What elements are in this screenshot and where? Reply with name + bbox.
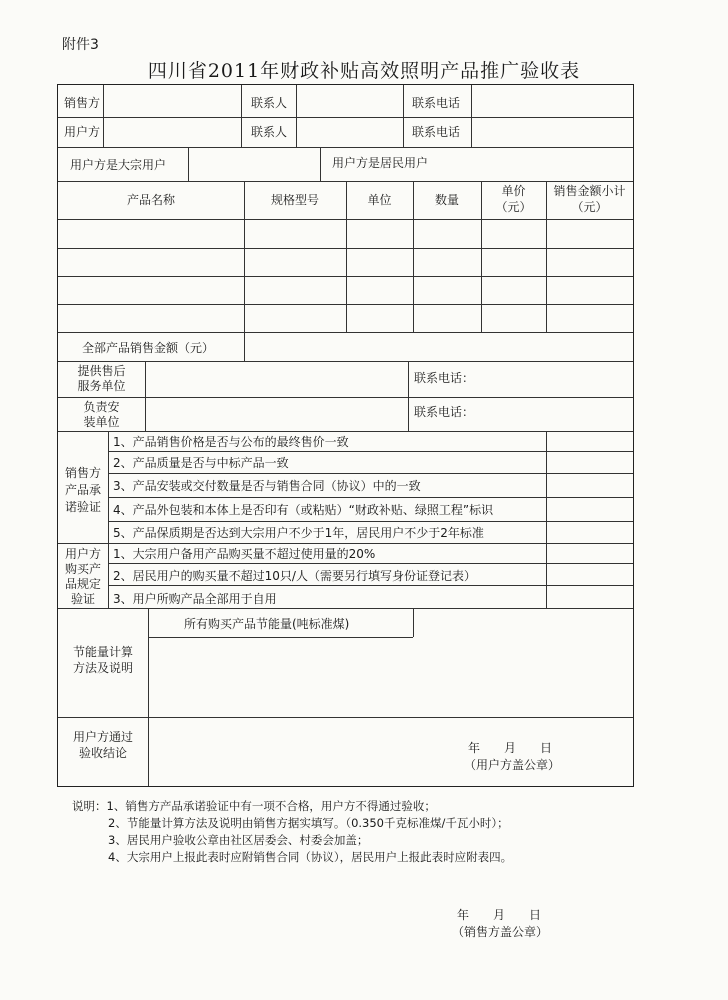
note-line: 3、居民用户验收公章由社区居委会、村委会加盖； [108, 833, 369, 847]
acceptance-form-table [57, 84, 634, 787]
form-title: 四川省2011年财政补贴高效照明产品推广验收表 [147, 60, 581, 82]
header-unit: 单位 [367, 193, 392, 207]
seller-verify-label-2: 产品承 [64, 483, 101, 497]
note-line: 说明：1、销售方产品承诺验证中有一项不合格，用户方不得通过验收； [72, 799, 436, 813]
service-unit-label-1: 提供售后 [77, 364, 126, 378]
seller-verify-label-1: 销售方 [64, 466, 101, 480]
header-price: 单价 [501, 184, 526, 198]
seller-sign-date: 年 月 日 [457, 908, 542, 922]
header-quantity: 数量 [434, 193, 459, 207]
seller-phone-label: 联系电话 [412, 96, 461, 110]
buyer-verify-item: 2、居民用户的购买量不超过10只/人（需要另行填写身份证登记表） [113, 569, 476, 583]
seller-sign-stamp: （销售方盖公章） [452, 925, 549, 939]
seller-label: 销售方 [64, 96, 101, 110]
resident-user-label: 用户方是居民用户 [332, 156, 429, 170]
header-subtotal-unit: （元） [571, 200, 608, 214]
conclusion-date: 年 月 日 [468, 741, 553, 755]
note-line: 2、节能量计算方法及说明由销售方据实填写。（0.350千克标准煤/千瓦小时）； [108, 816, 509, 830]
seller-verify-label-3: 诺验证 [64, 500, 101, 514]
buyer-verify-label-4: 验证 [70, 592, 95, 606]
seller-verify-item: 5、产品保质期是否达到大宗用户不少于1年，居民用户不少于2年标准 [113, 526, 484, 540]
service-unit-label-2: 服务单位 [77, 379, 126, 393]
header-price-unit: （元） [495, 200, 532, 214]
conclusion-label-2: 验收结论 [78, 746, 127, 760]
attachment-label: 附件3 [62, 37, 99, 53]
seller-verify-item: 2、产品质量是否与中标产品一致 [113, 456, 289, 470]
buyer-verify-item: 1、大宗用户备用产品购买量不超过使用量的20% [113, 547, 376, 561]
buyer-phone-label: 联系电话 [412, 125, 461, 139]
note-line: 4、大宗用户上报此表时应附销售合同（协议），居民用户上报此表时应附表四。 [108, 850, 513, 864]
buyer-contact-label: 联系人 [251, 125, 288, 139]
buyer-verify-label-3: 品规定 [64, 577, 101, 591]
conclusion-stamp: （用户方盖公章） [464, 758, 561, 772]
header-product-name: 产品名称 [126, 193, 175, 207]
buyer-label: 用户方 [64, 125, 101, 139]
install-unit-label-2: 装单位 [83, 415, 120, 429]
service-phone-label: 联系电话： [414, 371, 475, 385]
total-amount-label: 全部产品销售金额（元） [82, 341, 215, 355]
buyer-verify-label-1: 用户方 [64, 547, 101, 561]
bulk-user-label: 用户方是大宗用户 [70, 158, 167, 172]
energy-label-1: 节能量计算 [72, 645, 133, 659]
seller-verify-item: 1、产品销售价格是否与公布的最终售价一致 [113, 435, 349, 449]
energy-label-2: 方法及说明 [72, 661, 133, 675]
seller-contact-label: 联系人 [251, 96, 288, 110]
notes-section [72, 798, 512, 866]
conclusion-label-1: 用户方通过 [72, 730, 133, 744]
seller-verify-item: 4、产品外包装和本体上是否印有（或粘贴）“财政补贴、绿照工程”标识 [113, 503, 494, 517]
header-model: 规格型号 [270, 193, 319, 207]
seller-verify-item: 3、产品安装或交付数量是否与销售合同（协议）中的一致 [113, 479, 421, 493]
header-subtotal: 销售金额小计 [553, 184, 626, 198]
buyer-verify-item: 3、用户所购产品全部用于自用 [113, 592, 277, 606]
install-phone-label: 联系电话： [414, 405, 475, 419]
install-unit-label-1: 负责安 [83, 400, 120, 414]
energy-saving-header: 所有购买产品节能量(吨标准煤) [184, 617, 350, 631]
buyer-verify-label-2: 购买产 [64, 562, 101, 576]
